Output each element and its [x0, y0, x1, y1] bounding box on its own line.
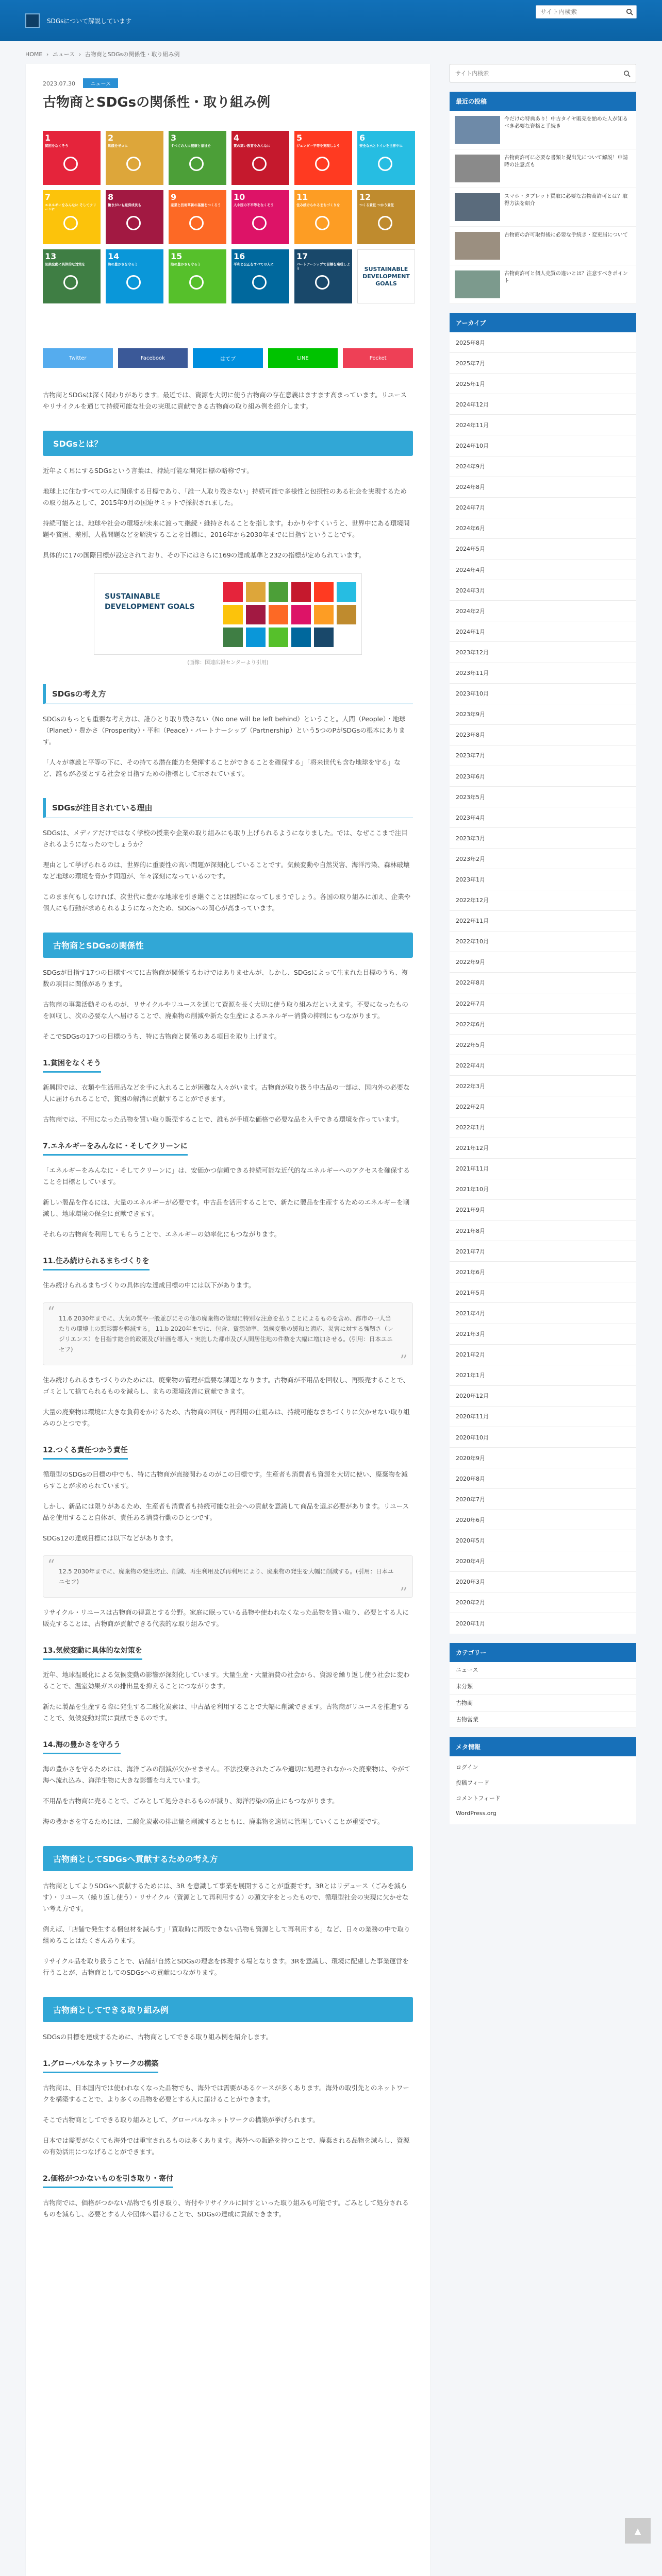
sdg-goal-tile: [294, 249, 352, 303]
sdg-goal-tile: [231, 190, 289, 244]
archive-link[interactable]: 2022年6月: [450, 1014, 636, 1035]
figure: [43, 573, 413, 666]
article: [26, 64, 430, 2220]
goal-heading: 1.グローバルなネットワークの構築: [43, 2058, 158, 2073]
paragraph: 近年、地球温暖化による気候変動の影響が深刻化しています。大量生産・大量消費の社会から、資源を繰り返し使う社会に変わることで、温室効果ガスの排出量を抑えることにつながります。: [43, 1671, 410, 1690]
sdg-goal-tile: [43, 131, 101, 185]
sdg-goal-icon: [63, 216, 78, 230]
sdg-goal-name: パートナーシップで目標を達成しよう: [296, 262, 350, 270]
sdg-goal-tile: [43, 249, 101, 303]
sdg-goal-number: 8: [108, 192, 114, 202]
search-icon[interactable]: [623, 70, 631, 77]
paragraph: そこでSDGsの17つの目標のうち、特に古物商と関係のある項目を取り上げます。: [43, 1032, 281, 1040]
sdg-goal-tile: [357, 190, 415, 244]
paragraph: 古物商としてよりSDGsへ貢献するためには、3R を意識して事業を展開することが重要です。3Rとはリデュース（ごみを減らす）・リユース（繰り返し使う）・リサイクル（資源として再利用する）の頭文字をとったもので、循環型社会の実現に欠かせない考え方です。: [43, 1882, 409, 1912]
breadcrumb-category[interactable]: ニュース: [52, 51, 75, 58]
archive-link[interactable]: 2020年8月: [450, 1468, 636, 1489]
sdg-goal-name: 産業と技術革新の基盤をつくろう: [171, 203, 221, 207]
archive-link[interactable]: 2020年12月: [450, 1386, 636, 1406]
archive-link[interactable]: 2021年8月: [450, 1221, 636, 1241]
paragraph: 日本では需要がなくても海外では重宝されるものは多くあります。海外への販路を持つことで、廃棄される品物を減らし、資源の有効活用につなげることができます。: [43, 2137, 410, 2156]
meta-list: [450, 1756, 636, 1824]
meta-link[interactable]: コメントフィード: [456, 1794, 501, 1802]
heading-wrapper: [43, 1645, 413, 1660]
recent-post-item[interactable]: [450, 111, 636, 149]
header-search[interactable]: [536, 5, 637, 19]
goal-heading: 12.つくる責任つかう責任: [43, 1445, 128, 1460]
paragraph: SDGsのもっとも重要な考え方は、誰ひとり取り残さない（No one will be left behind）ということ。人間（People）・地球（Planet）・豊かさ（Prosperity）・平和（Peace）・パートナーシップ（Partnership）という5つのPがSDGsの根本にあります。: [43, 715, 406, 745]
paragraph: SDGsが目指す17つの目標すべてに古物商が関係するわけではありませんが、しかし、SDGsによって生まれた目標のうち、複数の項目に関係があります。: [43, 969, 408, 988]
sdg-goals-image: [43, 131, 419, 306]
subsection-heading: SDGsが注目されている理由: [43, 798, 413, 818]
paragraph: 大量の廃棄物は環境に大きな負荷をかけるため、古物商の回収・再利用の仕組みは、持続可能なまちづくりに欠かせない取り組みのひとつです。: [43, 1408, 410, 1427]
quote-close-icon: ”: [400, 1584, 407, 1601]
post-thumbnail[interactable]: [455, 270, 500, 298]
paragraph: SDGsは、メディアだけではなく学校の授業や企業の取り組みにも取り上げられるようになりました。では、なぜここまで注目されるようになったのでしょうか？: [43, 829, 408, 848]
archive-link[interactable]: 2022年11月: [450, 911, 636, 931]
archive-link[interactable]: 2021年2月: [450, 1345, 636, 1365]
archive-link[interactable]: 2025年8月: [450, 332, 636, 353]
sidebar-search[interactable]: [450, 64, 636, 82]
mini-goal-tile: [269, 582, 288, 602]
main-content: [26, 64, 430, 2576]
archive-link[interactable]: 2022年10月: [450, 931, 636, 952]
category-widget: [450, 1643, 636, 1728]
share-button-pocket[interactable]: Pocket: [343, 348, 413, 368]
archive-link[interactable]: 2024年8月: [450, 477, 636, 498]
header-search-input[interactable]: [536, 6, 622, 18]
mini-goal-tile: [337, 582, 356, 602]
archive-link[interactable]: 2020年4月: [450, 1551, 636, 1572]
quote-open-icon: “: [47, 1303, 55, 1320]
paragraph: SDGs12の達成目標には以下などがあります。: [43, 1534, 178, 1542]
recent-post-title[interactable]: 今だけの特典あり！中古タイヤ販売を始めた人が知るべき必要な資格と手続き: [504, 116, 628, 129]
recent-post-title[interactable]: 古物商許可に必要な書類と提出先について解説！申請時の注意点も: [504, 155, 628, 168]
heading-wrapper: [43, 1256, 413, 1270]
archive-link[interactable]: 2022年12月: [450, 890, 636, 911]
archive-link[interactable]: 2023年8月: [450, 725, 636, 745]
mini-goal-tile: [269, 605, 288, 624]
archive-link[interactable]: 2020年1月: [456, 1620, 485, 1627]
sdg-goal-name: 住み続けられるまちづくりを: [296, 203, 340, 207]
mini-goal-tile: [223, 582, 243, 602]
share-button-line[interactable]: LINE: [268, 348, 338, 368]
recent-post-item[interactable]: [450, 227, 636, 265]
recent-post-title[interactable]: スマホ・タブレット買取に必要な古物商許可とは？取得方法を紹介: [504, 194, 628, 207]
mini-goal-tile: [291, 605, 311, 624]
breadcrumb: [25, 41, 637, 66]
sdg-goal-icon: [63, 275, 78, 290]
sdg-goal-icon: [189, 275, 204, 290]
breadcrumb-separator: ›: [46, 51, 49, 58]
quote-close-icon: ”: [400, 1352, 407, 1369]
sdg-goal-icon: [252, 216, 267, 230]
archive-link[interactable]: 2023年6月: [450, 766, 636, 787]
widget-title: 最近の投稿: [450, 92, 636, 111]
sdg-wordmark: [105, 591, 208, 638]
article-intro: 古物商とSDGsは深く関わりがあります。最近では、資源を大切に使う古物商の存在意義はますます高まっています。リユースやリサイクルを通じて持続可能な社会の実現に貢献できる古物商の取り組み例を紹介します。: [43, 391, 407, 410]
sdg-goal-tile: [106, 190, 163, 244]
meta-link[interactable]: 投稿フィード: [456, 1779, 490, 1786]
sdg-goal-icon: [252, 275, 267, 290]
paragraph: 持続可能とは、地球や社会の環境が未来に渡って継続・維持されることを指します。わかりやすくいうと、世界中にある環境問題や貧困、差別、人権問題などを解決することを目標に、2016年から2030年までに目指すということです。: [43, 519, 410, 538]
category-link[interactable]: ニュース: [450, 1662, 636, 1679]
archive-link[interactable]: 2024年3月: [450, 580, 636, 601]
archive-link[interactable]: 2024年1月: [450, 621, 636, 642]
sdg-goal-number: 4: [234, 133, 240, 143]
meta-widget: [450, 1737, 636, 1824]
recent-post-title[interactable]: 古物商の許可取得後に必要な手続き・変更届について: [504, 232, 628, 238]
archive-link[interactable]: 2020年6月: [450, 1510, 636, 1530]
recent-post-title[interactable]: 古物商許可と個人売買の違いとは？注意すべきポイント: [504, 271, 628, 284]
sdg-goal-number: 15: [171, 251, 183, 261]
archive-link[interactable]: 2024年4月: [450, 560, 636, 580]
quote-text: 12.5 2030年までに、廃棄物の発生防止、削減、再生利用及び再利用により、廃棄物の発生を大幅に削減する。(引用：日本ユニセフ): [59, 1568, 394, 1585]
paragraph: 古物商では、不用になった品物を買い取り販売することで、誰もが手頃な価格で必要な品を入手できる環境を作っています。: [43, 1115, 403, 1123]
recent-post-item[interactable]: [450, 188, 636, 227]
paragraph: 住み続けられるまちづくりの具体的な達成目標の中には以下があります。: [43, 1281, 255, 1289]
paragraph: 例えば、「店舗で発生する梱包材を減らす」「買取時に再販できない品物も資源として再利用する」など、日々の業務の中で取り組めることはたくさんあります。: [43, 1925, 410, 1944]
archive-link[interactable]: 2025年1月: [450, 374, 636, 394]
paragraph: 海の豊かさを守るためには、海洋ごみの削減が欠かせません。不法投棄されたごみや適切に処理されなかった廃棄物は、やがて海へ流れ込み、海洋生物に大きな影響を与えています。: [43, 1765, 411, 1784]
sdg-goal-name: 質の高い教育をみんなに: [234, 144, 271, 148]
mini-goal-tile: [314, 628, 334, 647]
sdg-goal-number: 10: [234, 192, 245, 202]
archive-link[interactable]: 2023年9月: [450, 704, 636, 725]
mini-goal-tile: [269, 628, 288, 647]
site-logo[interactable]: [25, 9, 231, 32]
archive-link[interactable]: 2021年7月: [450, 1241, 636, 1262]
logo-mark: [25, 13, 40, 28]
paragraph: 古物商の事業活動そのものが、リサイクルやリユースを通じて資源を長く大切に使う取り組みだといえます。不要になったものを回収し、次の必要な人へ届けることで、廃棄物の削減や新たな生産によるエネルギー消費の抑制にもつながります。: [43, 1001, 408, 1020]
heading-wrapper: [43, 1058, 413, 1073]
paragraph: 地球上に住むすべての人に関係する目標であり、「誰一人取り残さない」持続可能で多様性と包摂性のある社会を実現するための取り組みとして、2015年9月の国連サミットで採択されました。: [43, 487, 407, 506]
category-badge[interactable]: ニュース: [83, 78, 118, 88]
paragraph: そこで古物商としてできる取り組みとして、グローバルなネットワークの構築が挙げられます。: [43, 2116, 319, 2124]
mini-goal-tile: [246, 628, 266, 647]
paragraph: 具体的に17の国際目標が設定されており、その下にはさらに169の達成基準と232の指標が定められています。: [43, 551, 366, 559]
section-heading: 古物商とSDGsの関係性: [43, 933, 413, 958]
archive-link[interactable]: 2022年4月: [450, 1055, 636, 1076]
sdg-goal-icon: [126, 275, 141, 290]
paragraph: それらの古物商を利用してもらうことで、エネルギーの効率化にもつながります。: [43, 1230, 281, 1238]
paragraph: 不用品を古物商に売ることで、ごみとして処分されるものが減り、海洋汚染の防止にもつながります。: [43, 1797, 339, 1805]
post-thumbnail[interactable]: [455, 193, 500, 221]
sdg-goal-tile: [106, 249, 163, 303]
article-title: 古物商とSDGsの関係性・取り組み例: [43, 95, 271, 110]
sdg-goal-tile: [169, 131, 226, 185]
archive-link[interactable]: 2023年5月: [450, 787, 636, 807]
sdg-goal-icon: [189, 216, 204, 230]
sidebar: [450, 64, 636, 1824]
archive-link[interactable]: 2024年5月: [450, 539, 636, 560]
sdg-goal-name: 人や国の不平等をなくそう: [234, 203, 274, 207]
sdg-goal-tile: [231, 131, 289, 185]
archive-link[interactable]: 2023年3月: [450, 828, 636, 849]
archive-link[interactable]: 2024年2月: [450, 601, 636, 621]
sdg-goal-name: 平和と公正をすべての人に: [234, 262, 274, 266]
archive-link[interactable]: 2021年11月: [450, 1159, 636, 1179]
sdg-goal-icon: [126, 157, 141, 171]
archive-link[interactable]: 2020年10月: [450, 1427, 636, 1448]
sdg-goal-tile: [169, 190, 226, 244]
sdg-goal-name: 海の豊かさを守ろう: [108, 262, 138, 266]
arrow-up-icon: ▲: [634, 2526, 641, 2536]
sdg-goal-number: 6: [359, 133, 366, 143]
paragraph: 理由として挙げられるのは、世界的に重要性の高い問題が深刻化していることです。気候変動や自然災害、海洋汚染、森林破壊など地球の環境を脅かす問題が、年々深刻になっているのです。: [43, 861, 410, 880]
sdg-goal-name: 陸の豊かさも守ろう: [171, 262, 201, 266]
goal-heading: 7.エネルギーをみんなに・そしてクリーンに: [43, 1141, 188, 1156]
sdg-goal-icon: [315, 157, 329, 171]
archive-link[interactable]: 2024年7月: [450, 498, 636, 518]
sdg-goal-icon: [126, 216, 141, 230]
archive-link[interactable]: 2021年1月: [450, 1365, 636, 1386]
sdg-goal-number: 14: [108, 251, 120, 261]
archive-link[interactable]: 2021年9月: [450, 1200, 636, 1221]
sdg-goal-number: 11: [296, 192, 308, 202]
recent-post-item[interactable]: [450, 149, 636, 188]
article-meta: [43, 78, 413, 90]
category-link[interactable]: 古物商: [450, 1695, 636, 1711]
archive-link[interactable]: 2024年11月: [450, 415, 636, 435]
sdg-goal-number: 9: [171, 192, 177, 202]
paragraph: SDGsの目標を達成するために、古物商としてできる取り組み例を紹介します。: [43, 2033, 273, 2041]
sdg-goal-tile: [169, 249, 226, 303]
mini-goal-tile: [337, 605, 356, 624]
paragraph: このまま何もしなければ、次世代に豊かな地球を引き継ぐことは困難になってしまうでしょう。各国の取り組みに加え、企業や個人にも行動が求められるようになったため、SDGsへの関心が高まっています。: [43, 893, 411, 912]
archive-link[interactable]: 2021年3月: [450, 1324, 636, 1345]
sdg-goal-icon: [63, 157, 78, 171]
archive-link[interactable]: 2022年9月: [450, 952, 636, 973]
blockquote: [43, 1555, 413, 1601]
archive-link[interactable]: 2022年1月: [450, 1117, 636, 1138]
mini-goal-tile: [246, 605, 266, 624]
paragraph: 住み続けられるまちづくりのためには、廃棄物の管理が重要な課題となります。古物商が不用品を回収し、再販売することで、ゴミとして捨てられるものを減らし、まちの環境改善に貢献できます。: [43, 1376, 410, 1395]
sdg-goal-tile: [106, 131, 163, 185]
archive-link[interactable]: 2024年6月: [450, 518, 636, 539]
archive-link[interactable]: 2023年10月: [450, 684, 636, 704]
section-heading: 古物商としてSDGsへ貢献するための考え方: [43, 1846, 413, 1871]
sdg-goal-name: 働きがいも経済成長も: [108, 203, 141, 207]
archive-link[interactable]: 2020年2月: [450, 1592, 636, 1613]
paragraph: リサイクル・リユースは古物商の得意とする分野。家庭に眠っている品物や使われなくなった品物を買い取り、必要とする人に販売することは、古物商が貢献できる代表的な取り組みです。: [43, 1608, 409, 1628]
paragraph: 古物商では、価格がつかない品物でも引き取り、寄付やリサイクルに回すといった取り組みも可能です。ごみとして処分されるものを減らし、必要とする人や団体へ届けることで、SDGsの達成に貢献できます。: [43, 2199, 409, 2218]
goal-heading: 1.貧困をなくそう: [43, 1058, 101, 1073]
paragraph: 「エネルギーをみんなに・そしてクリーンに」は、安価かつ信頼できる持続可能な近代的なエネルギーへのアクセスを確保することを目標としています。: [43, 1166, 410, 1185]
widget-title: カテゴリー: [450, 1643, 636, 1662]
paragraph: 海の豊かさを守るためには、二酸化炭素の排出量を削減するとともに、廃棄物を適切に管理していくことが重要です。: [43, 1818, 384, 1825]
archive-link[interactable]: 2021年5月: [450, 1282, 636, 1303]
page-top-button[interactable]: [625, 2518, 651, 2544]
sdg-goal-icon: [252, 157, 267, 171]
goal-heading: 11.住み続けられるまちづくりを: [43, 1256, 150, 1270]
sdg-goal-number: 13: [45, 251, 57, 261]
meta-link[interactable]: ログイン: [456, 1764, 478, 1771]
archive-link[interactable]: 2021年12月: [450, 1138, 636, 1159]
paragraph: リサイクル品を取り扱うことで、店舗が自然とSDGsの理念を体現する場となります。3Rを意識し、環境に配慮した事業運営を行うことが、古物商としてのSDGsへの貢献につながります。: [43, 1957, 409, 1976]
sdg-goal-name: 気候変動に具体的な対策を: [45, 262, 85, 266]
heading-wrapper: [43, 2058, 413, 2073]
figure-caption: (画像：国連広報センターより引用): [187, 660, 269, 666]
breadcrumb-separator: ›: [78, 51, 81, 58]
quote-text: 11.6 2030年までに、大気の質や一般並びにその他の廃棄物の管理に特別な注意を払うことによるものを含め、都市の一人当たりの環境上の悪影響を軽減する。 11.b 2020年までに、包含、資源効率、気候変動の緩和と適応、災害に対する強靭さ（レジリエンス）を目指す総合的政策及び計画を導入・実施した都市及び人間居住地の件数を大幅に増加させる。(引用：日本ユニセフ): [59, 1315, 393, 1353]
sdg-logo-image: [94, 573, 362, 655]
archive-link[interactable]: 2020年3月: [450, 1572, 636, 1592]
meta-link[interactable]: WordPress.org: [456, 1810, 496, 1817]
paragraph: 新興国では、衣類や生活用品などを手に入れることが困難な人々がいます。古物商が取り扱う中古品の一部は、国内外の必要な人に届けられることで、貧困の解消に貢献することができます。: [43, 1083, 410, 1103]
sdg-goal-name: 安全な水とトイレを世界中に: [359, 144, 403, 148]
sdg-goal-name: エネルギーをみんなに そしてクリーンに: [45, 203, 96, 211]
article-body: [43, 431, 413, 2220]
mini-goal-tile: [314, 605, 334, 624]
widget-title: メタ情報: [450, 1737, 636, 1756]
subsection-heading: SDGsの考え方: [43, 684, 413, 704]
widget-title: アーカイブ: [450, 313, 636, 332]
quote-open-icon: “: [47, 1556, 55, 1573]
heading-wrapper: [43, 1141, 413, 1156]
heading-wrapper: [43, 2173, 413, 2188]
sdg-logo-icon: [357, 249, 415, 303]
share-button-はてブ[interactable]: はてブ: [193, 348, 263, 368]
search-icon[interactable]: [626, 8, 633, 15]
sdg-goal-number: 17: [296, 251, 308, 261]
archive-link[interactable]: 2024年9月: [450, 456, 636, 477]
breadcrumb-current: 古物商とSDGsの関係性・取り組み例: [85, 51, 180, 58]
paragraph: 新しい製品を作るには、大量のエネルギーが必要です。中古品を活用することで、新たに製品を生産するためのエネルギーを削減し、地球環境の保全に貢献できます。: [43, 1198, 410, 1217]
archive-link[interactable]: 2023年12月: [450, 642, 636, 663]
archive-link[interactable]: 2020年11月: [450, 1406, 636, 1427]
sdg-goal-number: 16: [234, 251, 245, 261]
paragraph: 「人々が尊厳と平等の下に、その持てる潜在能力を発揮することができることを確保する」「将来世代も含む地球を守る」など、誰もが必要とする社会を目指すための指標として示されています。: [43, 758, 401, 777]
site-header: [0, 0, 662, 41]
sdg-goal-number: 1: [45, 133, 51, 143]
mini-goal-tile: [291, 582, 311, 602]
sdg-goal-number: 3: [171, 133, 177, 143]
archive-link[interactable]: 2025年7月: [450, 353, 636, 374]
archive-list: [450, 332, 636, 1634]
sidebar-search-input[interactable]: [450, 64, 605, 82]
post-thumbnail[interactable]: [455, 232, 500, 260]
archive-link[interactable]: 2023年4月: [450, 807, 636, 828]
archive-link[interactable]: 2023年2月: [450, 849, 636, 869]
paragraph: 新たに製品を生産する際に発生する二酸化炭素は、中古品を利用することで大幅に削減できます。古物商がリユースを推進することで、気候変動対策に貢献できるのです。: [43, 1703, 409, 1722]
paragraph: 近年よく耳にするSDGsという言葉は、持続可能な開発目標の略称です。: [43, 467, 253, 474]
sdg-goal-number: 2: [108, 133, 114, 143]
post-thumbnail[interactable]: [455, 155, 500, 182]
archive-link[interactable]: 2020年9月: [450, 1448, 636, 1468]
post-date: 2023.07.30: [43, 80, 75, 87]
archive-link[interactable]: 2022年7月: [450, 993, 636, 1014]
archive-link[interactable]: 2023年11月: [450, 663, 636, 684]
recent-posts-list: [450, 111, 636, 304]
sdg-goal-tile: [43, 190, 101, 244]
heading-wrapper: [43, 1445, 413, 1460]
goal-heading: 13.気候変動に具体的な対策を: [43, 1645, 142, 1660]
archive-link[interactable]: 2020年5月: [450, 1530, 636, 1551]
sdg-goal-tile: [294, 190, 352, 244]
archive-widget: [450, 313, 636, 1634]
sdg-goal-tile: [294, 131, 352, 185]
sdg-goal-tile: [231, 249, 289, 303]
sdg-goal-number: 12: [359, 192, 371, 202]
sdg-goal-name: 飢餓をゼロに: [108, 144, 128, 148]
sdg-goal-icon: [189, 157, 204, 171]
archive-link[interactable]: 2024年12月: [450, 394, 636, 415]
archive-link[interactable]: 2023年7月: [450, 745, 636, 766]
sdg-goal-icon: [378, 157, 392, 171]
sdg-goal-number: 7: [45, 192, 51, 202]
paragraph: 循環型のSDGsの目標の中でも、特に古物商が直接関わるのがこの目標です。生産者も消費者も資源を大切に使い、廃棄物を減らすことが求められています。: [43, 1470, 408, 1489]
sdg-goal-name: つくる責任 つかう責任: [359, 203, 394, 207]
sdg-goal-name: すべての人に健康と福祉を: [171, 144, 211, 148]
archive-link[interactable]: 2021年4月: [450, 1303, 636, 1324]
paragraph: しかし、新品には限りがあるため、生産者も消費者も持続可能な社会への貢献を意識して商品を選ぶ必要があります。リユース品を使用すること自体が、責任ある消費行動のひとつです。: [43, 1502, 409, 1521]
paragraph: 古物商は、日本国内では使われなくなった品物でも、海外では需要があるケースが多くあります。海外の取引先とのネットワークを構築することで、より多くの品物を必要とする人に届けることができます。: [43, 2084, 409, 2103]
archive-link[interactable]: 2022年3月: [450, 1076, 636, 1096]
sdg-goal-tile: [357, 131, 415, 185]
archive-link[interactable]: 2020年7月: [450, 1489, 636, 1510]
archive-link[interactable]: 2022年2月: [450, 1096, 636, 1117]
mini-goal-tile: [223, 605, 243, 624]
archive-link[interactable]: 2024年10月: [450, 435, 636, 456]
archive-link[interactable]: 2022年8月: [450, 973, 636, 993]
recent-posts-widget: [450, 92, 636, 304]
category-link[interactable]: 古物営業: [450, 1711, 636, 1728]
mini-goal-tile: [246, 582, 266, 602]
sdg-goal-icon: [378, 216, 392, 230]
post-thumbnail[interactable]: [455, 116, 500, 144]
section-heading: 古物商としてできる取り組み例: [43, 1997, 413, 2022]
sdg-goal-icon: [315, 216, 329, 230]
category-list: [450, 1662, 636, 1728]
blockquote: [43, 1302, 413, 1369]
sdg-logo-text: SUSTAINABLE DEVELOPMENT GOALS: [362, 265, 410, 287]
heading-wrapper: [43, 1739, 413, 1754]
archive-link[interactable]: 2023年1月: [450, 869, 636, 890]
mini-goal-tile: [291, 628, 311, 647]
archive-link[interactable]: 2021年10月: [450, 1179, 636, 1200]
site-name[interactable]: SDGsについて解説しています: [47, 18, 132, 25]
share-button-facebook[interactable]: Facebook: [118, 348, 188, 368]
archive-link[interactable]: 2022年5月: [450, 1035, 636, 1055]
sdg-goal-name: ジェンダー平等を実現しよう: [296, 144, 340, 148]
sdg-goal-number: 5: [296, 133, 303, 143]
section-heading: SDGsとは？: [43, 431, 413, 456]
sdg-goal-icon: [315, 275, 329, 290]
share-buttons: [43, 348, 413, 368]
mini-goal-tile: [223, 628, 243, 647]
sdg-wordmark-text: SUSTAINABLE DEVELOPMENT GOALS: [105, 592, 195, 611]
share-button-twitter[interactable]: Twitter: [43, 348, 113, 368]
mini-goal-tile: [314, 582, 334, 602]
category-link[interactable]: 未分類: [450, 1679, 636, 1695]
goal-heading: 14.海の豊かさを守ろう: [43, 1739, 121, 1754]
sdg-goal-name: 貧困をなくそう: [45, 144, 69, 148]
recent-post-item[interactable]: [450, 265, 636, 304]
archive-link[interactable]: 2021年6月: [450, 1262, 636, 1282]
goal-heading: 2.価格がつかないものを引き取り・寄付: [43, 2173, 173, 2188]
breadcrumb-home[interactable]: HOME: [25, 51, 43, 58]
